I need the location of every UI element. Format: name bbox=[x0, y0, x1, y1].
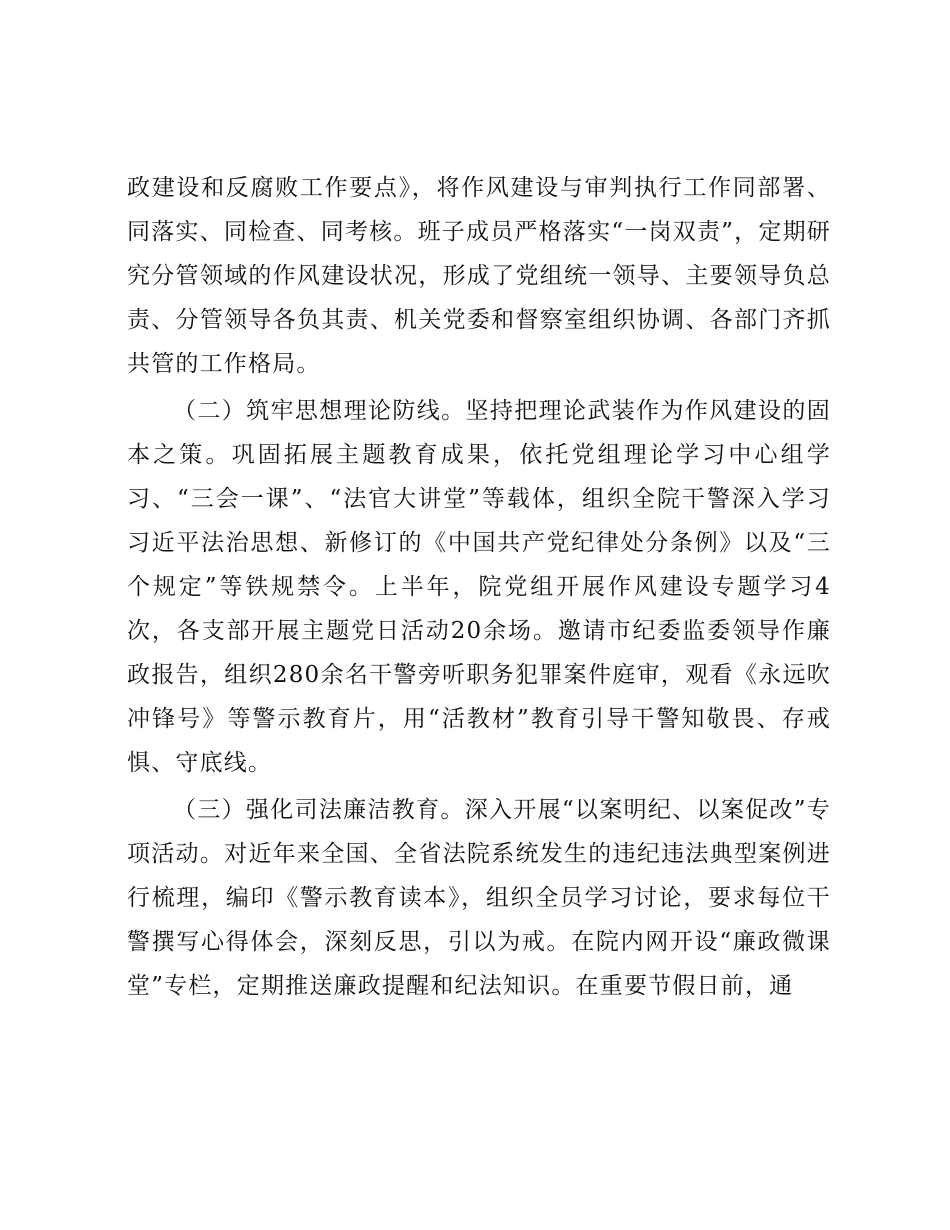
paragraph-continuation bbox=[127, 166, 831, 386]
document-body bbox=[127, 166, 831, 1011]
paragraph-section-2 bbox=[127, 389, 831, 785]
paragraph-text: 政建设和反腐败工作要点》，将作风建设与审判执行工作同部署、同落实、同检查、同考核。班子成员严格落实“一岗双责”，定期研究分管领域的作风建设状况，形成了党组统一领导、主要领导负总责、分管领导各负其责、机关党委和督察室组织协调、各部门齐抓共管的工作格局。 bbox=[127, 175, 831, 377]
paragraph-text: 坚持把理论武装作为作风建设的固本之策。巩固拓展主题教育成果，依托党组理论学习中心组学习、“三会一课”、“法官大讲堂”等载体，组织全院干警深入学习习近平法治思想、新修订的《中国共产党纪律处分条例》以及“三个规定”等铁规禁令。上半年，院党组开展作风建设专题学习4次，各支部开展主题党日活动20余场。邀请市纪委监委领导作廉政报告，组织280余名干警旁听职务犯罪案件庭审，观看《永远吹冲锋号》等警示教育片，用“活教材”教育引导干警知敬畏、存戒惧、守底线。 bbox=[127, 398, 832, 776]
section-heading: （二）筑牢思想理论防线。 bbox=[173, 398, 466, 424]
paragraph-text: 深入开展“以案明纪、以案促改”专项活动。对近年来全国、全省法院系统发生的违纪违法典型案例进行梳理，编印《警示教育读本》，组织全员学习讨论，要求每位干警撰写心得体会，深刻反思，引以为戒。在院内网开设“廉政微课堂”专栏，定期推送廉政提醒和纪法知识。在重要节假日前，通 bbox=[127, 797, 832, 999]
section-heading: （三）强化司法廉洁教育。 bbox=[173, 797, 465, 823]
paragraph-section-3 bbox=[127, 788, 831, 1008]
